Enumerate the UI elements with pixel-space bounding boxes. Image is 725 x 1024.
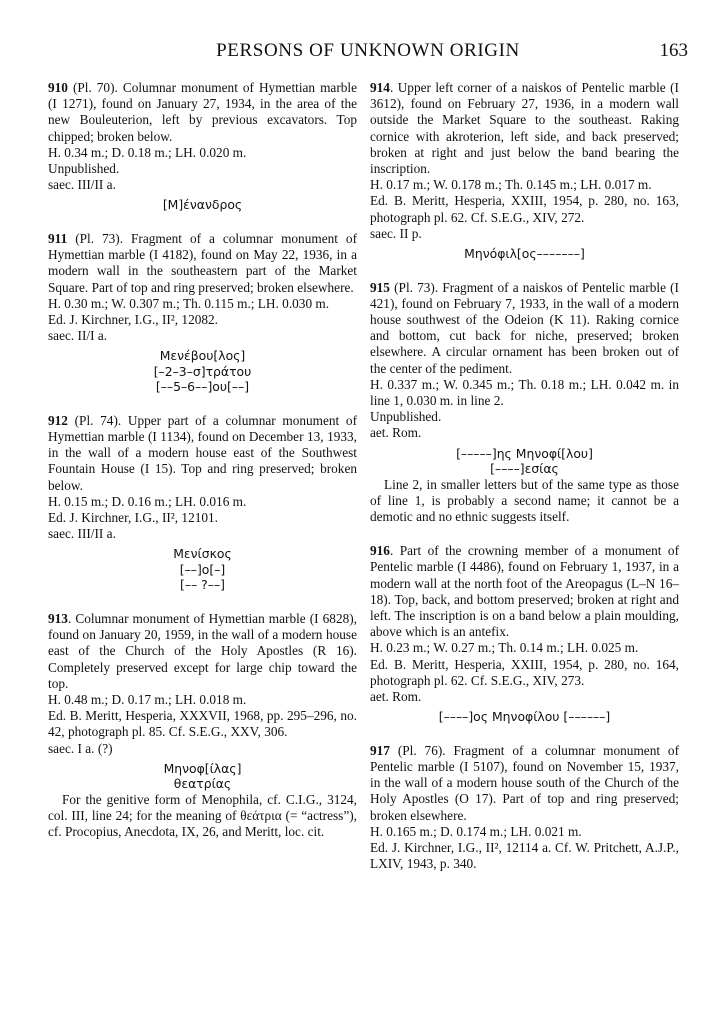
entry-description: (Pl. 70). Columnar monument of Hymettian marble (I 1271), found on January 27, 1934, in the area of the new Bouleuterion, left by previous excavators. Top chipped; broken below.: [48, 80, 357, 144]
page-number: 163: [659, 40, 688, 61]
inscription-line: [–– ?––]: [180, 577, 225, 593]
entry-edition: Unpublished.: [370, 409, 442, 425]
entry-description: . Columnar monument of Hymettian marble (I 6828), found on January 20, 1959, in the wall of a modern house east of the Church of the Holy Apostles (R 16). Completely preserved except for large chip toward the top.: [48, 610, 357, 691]
entry-measurements: H. 0.34 m.; D. 0.18 m.; LH. 0.020 m.: [48, 144, 247, 160]
entry-date: saec. II/I a.: [48, 328, 108, 344]
entry-measurements: H. 0.15 m.; D. 0.16 m.; LH. 0.016 m.: [48, 493, 247, 509]
entry-913: [48, 611, 357, 840]
inscription-line: [––––]εσίας: [490, 461, 559, 477]
entry-description: (Pl. 76). Fragment of a columnar monument of Pentelic marble (I 5107), found on November 15, 1937, in the wall of a modern house south of the Church of the Holy Apostles (O 17). Part of top and ring preserved; broken elsewhere.: [370, 742, 679, 823]
inscription-line: [–––––]ης Μηνοφί[λου]: [456, 445, 593, 461]
entry-915: [370, 280, 679, 526]
entry-912: [48, 413, 357, 593]
entry-description: . Part of the crowning member of a monument of Pentelic marble (I 4486), found on February 1, 1937, in a modern wall at the north foot of the Areopagus (L–N 16–18). Top, back, and bottom preserved; broken at right and left. The inscription is on a band below a plain moulding, above which is an antefix.: [370, 543, 679, 640]
inscription-line: Μενέβου[λος]: [159, 348, 246, 364]
entry-number: 911: [48, 230, 68, 246]
entry-number: 914: [370, 80, 390, 95]
inscription-line: Μηνοφ[ίλας]: [163, 760, 242, 776]
entry-916: [370, 543, 679, 725]
entry-date: aet. Rom.: [370, 689, 422, 704]
entry-measurements: H. 0.30 m.; W. 0.307 m.; Th. 0.115 m.; LH. 0.030 m.: [48, 295, 330, 311]
entry-description: (Pl. 73). Fragment of a columnar monument of Hymettian marble (I 4182), found on May 22, 1936, in a modern wall in the southeastern part of the Market Square. Part of top and ring preserved; broken elsewhere.: [48, 230, 357, 295]
entry-917: [370, 743, 679, 873]
entry-number: 913: [48, 610, 68, 626]
inscription-line: [Μ]ένανδρος: [162, 197, 243, 213]
entry-measurements: H. 0.165 m.; D. 0.174 m.; LH. 0.021 m.: [370, 823, 582, 839]
entry-date: saec. III/II a.: [48, 177, 116, 193]
entry-edition: Unpublished.: [48, 161, 120, 177]
entry-note: Line 2, in smaller letters but of the same type as those of line 1, is probably a second name; it cannot be a demotic and no ethnic suggests itself.: [370, 476, 679, 524]
running-head: PERSONS OF UNKNOWN ORIGIN: [216, 40, 520, 61]
inscription-line: [–2–3–σ]τράτου: [153, 363, 252, 379]
entry-edition: Ed. B. Meritt, Hesperia, XXIII, 1954, p. 280, no. 163, photograph pl. 62. Cf. S.E.G., XIV, 272.: [370, 193, 679, 225]
entry-edition: Ed. B. Meritt, Hesperia, XXXVII, 1968, pp. 295–296, no. 42, photograph pl. 85. Cf. S.E.G., XXV, 306.: [48, 708, 357, 740]
inscription-line: Μενίσκος: [173, 546, 232, 562]
right-column: [370, 80, 679, 872]
entry-911: [48, 231, 357, 395]
inscription-line: [––––]ος Μηνοφίλου [––––––]: [438, 709, 611, 725]
entry-date: saec. II p.: [370, 225, 422, 241]
entry-measurements: H. 0.23 m.; W. 0.27 m.; Th. 0.14 m.; LH. 0.025 m.: [370, 640, 639, 656]
entry-number: 912: [48, 412, 68, 428]
page-header: [48, 40, 688, 70]
entry-note: For the genitive form of Menophila, cf. C.I.G., 3124, col. III, line 24; for the meaning of θεάτρια (= “actress”), cf. Procopius, Anecdota, IX, 26, and Meritt, loc. cit.: [48, 791, 357, 840]
entry-number: 915: [370, 279, 390, 295]
entry-910: [48, 80, 357, 213]
entry-measurements: H. 0.337 m.; W. 0.345 m.; Th. 0.18 m.; LH. 0.042 m. in line 1, 0.030 m. in line 2.: [370, 376, 679, 408]
entry-description: . Upper left corner of a naiskos of Pentelic marble (I 3612), found on February 27, 1936, in a modern wall outside the Market Square to the southeast. Raking cornice with akroterion, left side, and back preserved; broken at right and just below the band bearing the inscription.: [370, 80, 679, 177]
entry-description: (Pl. 73). Fragment of a naiskos of Pentelic marble (I 421), found on February 7, 1933, in the wall of a modern house southwest of the Odeion (K 11). Raking cornice and bottom, cut back for niche, preserved; broken elsewhere. A circular ornament has been broken out of the center of the pediment.: [370, 279, 679, 376]
inscription-line: [––]ο[–]: [179, 561, 226, 577]
entry-date: saec. III/II a.: [48, 526, 116, 542]
left-column: [48, 80, 357, 840]
entry-measurements: H. 0.17 m.; W. 0.178 m.; Th. 0.145 m.; LH. 0.017 m.: [370, 177, 652, 193]
entry-edition: Ed. B. Meritt, Hesperia, XXIII, 1954, p. 280, no. 164, photograph pl. 62. Cf. S.E.G., XIV, 273.: [370, 656, 679, 688]
entry-number: 910: [48, 80, 68, 95]
entry-measurements: H. 0.48 m.; D. 0.17 m.; LH. 0.018 m.: [48, 691, 247, 707]
entry-edition: Ed. J. Kirchner, I.G., II², 12082.: [48, 311, 218, 327]
entry-edition: Ed. J. Kirchner, I.G., II², 12101.: [48, 510, 218, 526]
inscription-line: [––5–6––]ου[––]: [155, 379, 250, 395]
entry-date: saec. I a. (?): [48, 740, 113, 756]
inscription-line: θεατρίας: [173, 776, 232, 792]
entry-description: (Pl. 74). Upper part of a columnar monument of Hymettian marble (I 1134), found on December 13, 1933, in the wall of a modern house east of the Southwest Fountain House (I 15). Top and ring preserved; broken below.: [48, 412, 357, 493]
inscription-line: Μηνόφιλ[ος–––––––]: [464, 246, 585, 262]
entry-914: [370, 80, 679, 262]
entry-number: 917: [370, 742, 390, 758]
entry-date: aet. Rom.: [370, 425, 422, 441]
entry-edition: Ed. J. Kirchner, I.G., II², 12114 a. Cf. W. Pritchett, A.J.P., LXIV, 1943, p. 340.: [370, 839, 679, 872]
entry-number: 916: [370, 543, 390, 559]
